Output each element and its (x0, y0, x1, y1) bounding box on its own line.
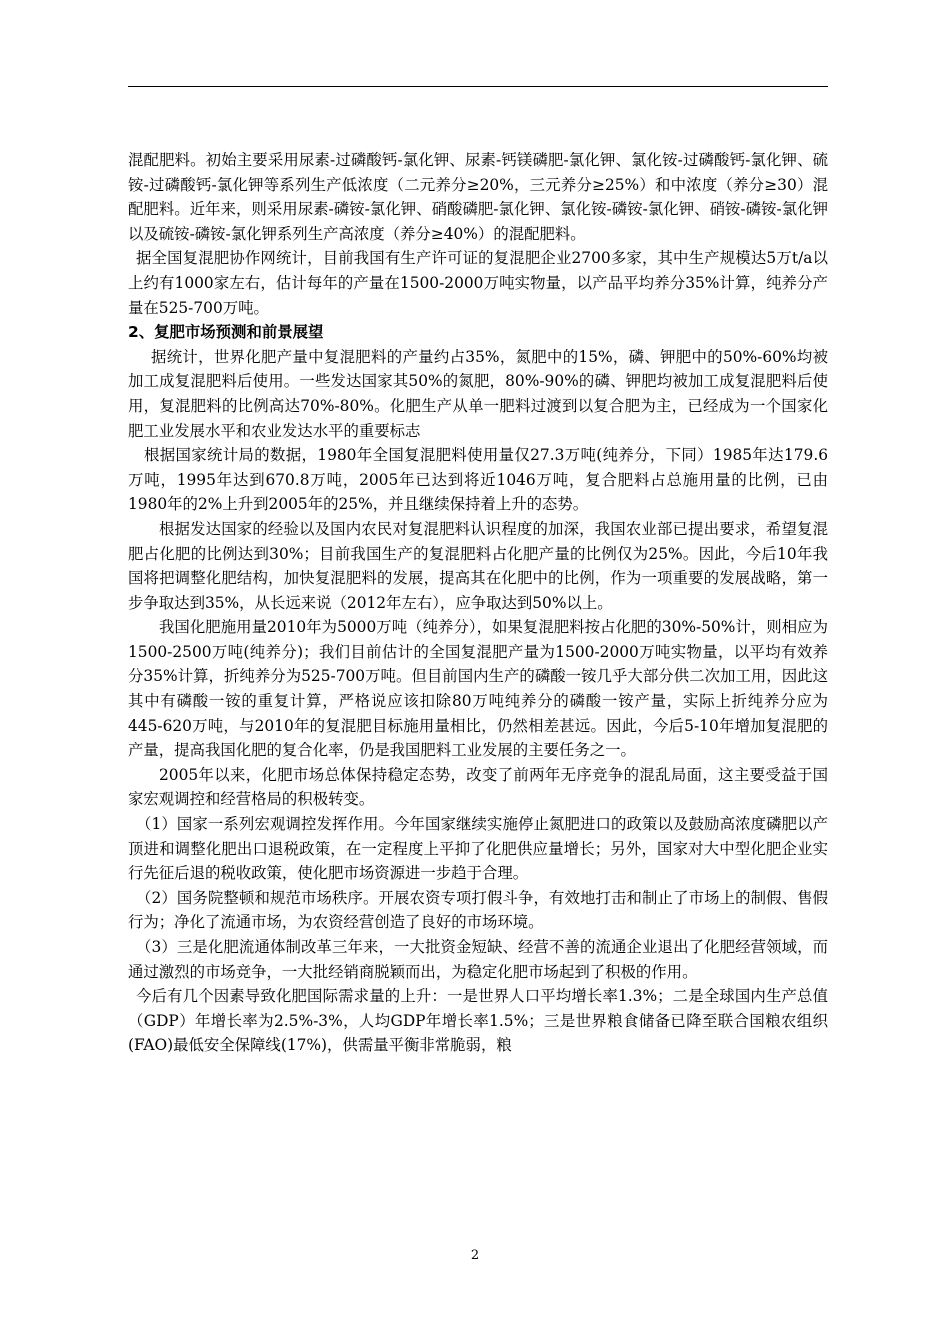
paragraph: （2）国务院整顿和规范市场秩序。开展农资专项打假斗争，有效地打击和制止了市场上的制假、售假行为；净化了流通市场，为农资经营创造了良好的市场环境。 (128, 888, 828, 932)
paragraph: 今后有几个因素导致化肥国际需求量的上升：一是世界人口平均增长率1.3%；二是全球国内生产总值（GDP）年增长率为2.5%-3%，人均GDP年增长率1.5%；三是世界粮食储备已降至联合国粮农组织(FAO)最低安全保障线(17%)，供需量平衡非常脆弱，粮 (128, 987, 828, 1055)
paragraph: 据统计，世界化肥产量中复混肥料的产量约占35%，氮肥中的15%，磷、钾肥中的50%-60%均被加工成复混肥料后使用。一些发达国家其50%的氮肥，80%-90%的磷、钾肥均被加工成复混肥料后使用，复混肥料的比例高达70%-80%。化肥生产从单一肥料过渡到以复合肥为主，已经成为一个国家化肥工业发展水平和农业发达水平的重要标志 (128, 347, 828, 440)
paragraph: 根据发达国家的经验以及国内农民对复混肥料认识程度的加深，我国农业部已提出要求，希望复混肥占化肥的比例达到30%；目前我国生产的复混肥料占化肥产量的比例仅为25%。因此，今后10年我国将把调整化肥结构，加快复混肥料的发展，提高其在化肥中的比例，作为一项重要的发展战略，第一步争取达到35%，从长远来说（2012年左右），应争取达到50%以上。 (128, 519, 828, 612)
page-number: 2 (470, 1248, 480, 1263)
paragraph: 据全国复混肥协作网统计，目前我国有生产许可证的复混肥企业2700多家，其中生产规模达5万t/a以上约有1000家左右，估计每年的产量在1500-2000万吨实物量，以产品平均养分35%计算，纯养分产量在525-700万吨。 (128, 249, 828, 317)
paragraph: 根据国家统计局的数据，1980年全国复混肥料使用量仅27.3万吨(纯养分，下同）1985年达179.6万吨，1995年达到670.8万吨，2005年已达到将近1046万吨，复合肥料占总施用量的比例，已由1980年的2%上升到2005年的25%，并且继续保持着上升的态势。 (128, 446, 828, 514)
body-text (128, 148, 828, 1058)
paragraph: 2005年以来，化肥市场总体保持稳定态势，改变了前两年无序竞争的混乱局面，这主要受益于国家宏观调控和经营格局的积极转变。 (128, 765, 828, 809)
paragraph: （1）国家一系列宏观调控发挥作用。今年国家继续实施停止氮肥进口的政策以及鼓励高浓度磷肥以产顶进和调整化肥出口退税政策，在一定程度上平抑了化肥供应量增长；另外，国家对大中型化肥企业实行先征后退的税收政策，使化肥市场资源进一步趋于合理。 (128, 815, 828, 883)
paragraph: 混配肥料。初始主要采用尿素-过磷酸钙-氯化钾、尿素-钙镁磷肥-氯化钾、氯化铵-过磷酸钙-氯化钾、硫铵-过磷酸钙-氯化钾等系列生产低浓度（二元养分≥20%，三元养分≥25%）和中浓度（养分≥30）混配肥料。近年来，则采用尿素-磷铵-氯化钾、硝酸磷肥-氯化钾、氯化铵-磷铵-氯化钾、硝铵-磷铵-氯化钾以及硫铵-磷铵-氯化钾系列生产高浓度（养分≥40%）的混配肥料。 (128, 151, 828, 243)
paragraph: （3）三是化肥流通体制改革三年来，一大批资金短缺、经营不善的流通企业退出了化肥经营领域，而通过激烈的市场竞争，一大批经销商脱颖而出，为稳定化肥市场起到了积极的作用。 (128, 938, 828, 981)
header-rule (128, 86, 828, 87)
section-heading: 2、复肥市场预测和前景展望 (128, 323, 324, 342)
paragraph: 我国化肥施用量2010年为5000万吨（纯养分），如果复混肥料按占化肥的30%-50%计，则相应为1500-2500万吨(纯养分)；我们目前估计的全国复混肥产量为1500-2000万吨实物量，以平均有效养分35%计算，折纯养分为525-700万吨。但目前国内生产的磷酸一铵几乎大部分供二次加工用，因此这其中有磷酸一铵的重复计算，严格说应该扣除80万吨纯养分的磷酸一铵产量，实际上折纯养分应为445-620万吨，与2010年的复混肥目标施用量相比，仍然相差甚远。因此，今后5-10年增加复混肥的产量，提高我国化肥的复合化率，仍是我国肥料工业发展的主要任务之一。 (128, 618, 828, 760)
